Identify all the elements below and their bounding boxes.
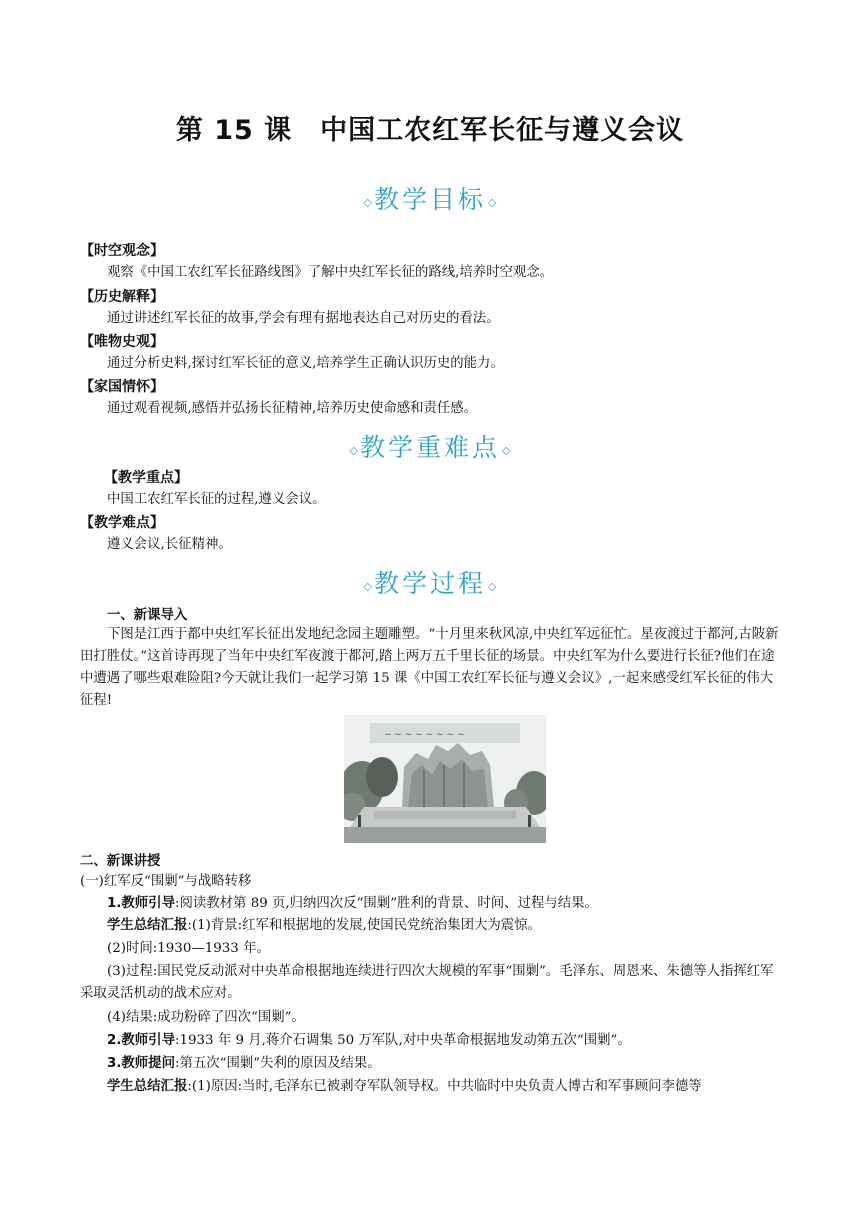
lecture-item-7 [107,1053,381,1075]
item-text: :(1)原因:当时,毛泽东已被剥夺军队领导权。中共临时中央负责人博古和军事顾问李德等 [187,1079,702,1094]
sculpture-illustration [344,715,546,843]
item-label: 1.教师引导 [107,896,175,911]
intro-paragraph: 下图是江西于都中央红军长征出发地纪念园主题雕塑。“十月里来秋风凉,中央红军远征忙。星夜渡过于都河,古陂新田打胜仗。”这首诗再现了当年中央红军夜渡于都河,踏上两万五千里长征的场景。中央红军为什么要进行长征?他们在途中遭遇了哪些艰难险阻?今天就让我们一起学习第 15 课《中国工农红军长征与遵义会议》,一起来感受红军长征的伟大征程! [80,627,779,708]
item-text: :阅读教材第 89 页,归纳四次反“围剿”胜利的背景、时间、过程与结果。 [174,896,598,911]
svg-text:~ ~ ~ ~ ~ ~ ~ ~: ~ ~ ~ ~ ~ ~ ~ ~ [384,730,465,740]
item-text: :(1)背景:红军和根据地的发展,使国民党统治集团大为震惊。 [187,918,541,933]
objective-tag-2: 【历史解释】 [80,289,164,305]
section-title-objectives [0,180,860,216]
section-process-label: 教学过程 [373,569,486,598]
focus-text: 中国工农红军长征的过程,遵义会议。 [107,492,326,507]
intro-heading: 一、新课导入 [107,608,188,623]
sculpture-photo [344,715,546,843]
diamond-icon: ◇ [363,196,372,209]
lecture-item-1 [107,893,598,915]
objective-text-1: 观察《中国工农红军长征路线图》了解中央红军长征的路线,培养时空观念。 [107,265,554,280]
lecture-subheading: (一)红军反“围剿”与战略转移 [80,874,252,889]
lecture-heading: 二、新课讲授 [80,854,161,869]
diamond-icon: ◇ [363,580,372,593]
objective-text-3: 通过分析史料,探讨红军长征的意义,培养学生正确认识历史的能力。 [107,356,504,371]
difficulty-text: 遵义会议,长征精神。 [107,537,232,552]
diamond-icon: ◇ [349,444,358,457]
lecture-item-3: (2)时间:1930—1933 年。 [107,941,270,956]
diamond-icon: ◇ [488,580,497,593]
objective-tag-4: 【家国情怀】 [80,379,164,395]
diamond-icon: ◇ [502,444,511,457]
lecture-item-5: (4)结果:成功粉碎了四次“围剿”。 [107,1010,305,1025]
section-title-process [0,564,860,600]
lecture-item-4: (3)过程:国民党反动派对中央革命根据地连续进行四次大规模的军事“围剿”。毛泽东、周恩来、朱德等人指挥红军采取灵活机动的战术应对。 [80,964,774,1001]
item-label: 2.教师引导 [107,1033,175,1048]
objective-text-2: 通过讲述红军长征的故事,学会有理有据地表达自己对历史的看法。 [107,311,500,326]
objective-tag-1: 【时空观念】 [80,243,164,259]
focus-tag: 【教学重点】 [104,470,188,486]
section-objectives-label: 教学目标 [373,185,486,214]
objective-tag-3: 【唯物史观】 [80,334,164,350]
item-label: 3.教师提问 [107,1056,175,1071]
lecture-item-6 [107,1030,631,1052]
lecture-item-2 [107,915,541,937]
section-key-points-label: 教学重难点 [359,433,500,462]
objective-text-4: 通过观看视频,感悟并弘扬长征精神,培养历史使命感和责任感。 [107,401,478,416]
diamond-icon: ◇ [488,196,497,209]
item-label: 学生总结汇报 [107,918,188,933]
section-title-key-points [0,428,860,464]
item-text: :第五次“围剿”失利的原因及结果。 [174,1056,381,1071]
lecture-item-8 [107,1076,702,1098]
difficulty-tag: 【教学难点】 [80,515,164,531]
item-label: 学生总结汇报 [107,1079,188,1094]
lesson-title: 第 15 课 中国工农红军长征与遵义会议 [175,115,685,146]
item-text: :1933 年 9 月,蒋介石调集 50 万军队,对中央革命根据地发动第五次“围剿”。 [174,1033,631,1048]
